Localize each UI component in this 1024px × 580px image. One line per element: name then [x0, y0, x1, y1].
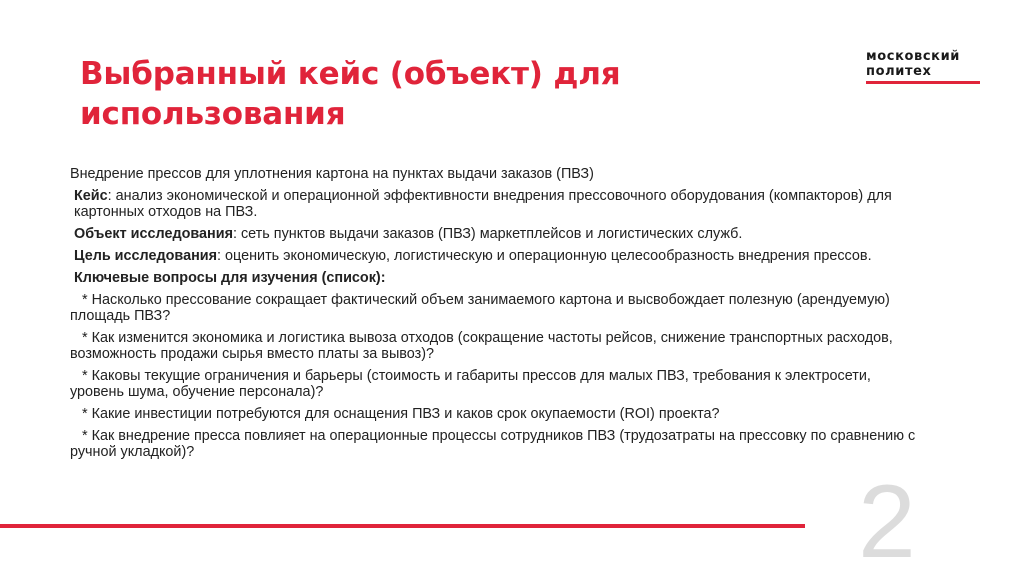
goal-label: Цель исследования: [74, 248, 218, 264]
question-item: [70, 368, 920, 400]
logo-underline: [866, 81, 980, 84]
question-text: Каковы текущие ограничения и барьеры (стоимость и габариты прессов для малых ПВЗ, требования к электросети, уровень шума, обучение персонала)?: [70, 368, 871, 400]
question-text: Насколько прессование сокращает фактический объем занимаемого картона и высвобождает полезную (арендуемую) площадь ПВЗ?: [70, 292, 890, 324]
question-item: [70, 330, 920, 362]
bullet-marker: *: [82, 330, 88, 346]
object-label: Объект исследования: [74, 226, 233, 242]
question-item: [70, 406, 920, 422]
case-text: : анализ экономической и операционной эффективности внедрения прессовочного оборудования (компакторов) для картонных отходов на ПВЗ.: [74, 188, 892, 220]
bullet-marker: *: [82, 292, 88, 308]
case-paragraph: [70, 188, 920, 220]
goal-paragraph: [70, 248, 920, 264]
intro-paragraph: Внедрение прессов для уплотнения картона на пунктах выдачи заказов (ПВЗ): [70, 166, 594, 182]
bullet-marker: *: [82, 428, 88, 444]
slide-body: [70, 166, 920, 466]
bullet-marker: *: [82, 368, 88, 384]
question-text: Как внедрение пресса повлияет на операционные процессы сотрудников ПВЗ (трудозатраты на прессовку по сравнению с ручной укладкой)?: [70, 428, 916, 460]
logo-line-2: политех: [866, 64, 932, 79]
question-item: [70, 428, 920, 460]
questions-heading: Ключевые вопросы для изучения (список):: [74, 270, 386, 286]
logo-line-1: московский: [866, 49, 960, 64]
slide-title-line-1: Выбранный кейс (объект) для: [80, 56, 621, 92]
question-text: Какие инвестиции потребуются для оснащения ПВЗ и каков срок окупаемости (ROI) проекта?: [91, 406, 720, 422]
bullet-marker: *: [82, 406, 88, 422]
university-logo: [866, 49, 986, 84]
object-paragraph: [70, 226, 920, 242]
object-text: : сеть пунктов выдачи заказов (ПВЗ) маркетплейсов и логистических служб.: [232, 226, 743, 242]
slide-title-line-2: использования: [80, 96, 346, 132]
case-label: Кейс: [74, 188, 108, 204]
question-item: [70, 292, 920, 324]
question-text: Как изменится экономика и логистика вывоза отходов (сокращение частоты рейсов, снижение транспортных расходов, возможность продажи сырья вместо платы за вывоз)?: [70, 330, 893, 362]
slide-title: [80, 54, 680, 134]
goal-text: : оценить экономическую, логистическую и операционную целесообразность внедрения прессов.: [217, 248, 872, 264]
page-number: 2: [858, 464, 916, 580]
bottom-accent-line: [0, 524, 805, 528]
